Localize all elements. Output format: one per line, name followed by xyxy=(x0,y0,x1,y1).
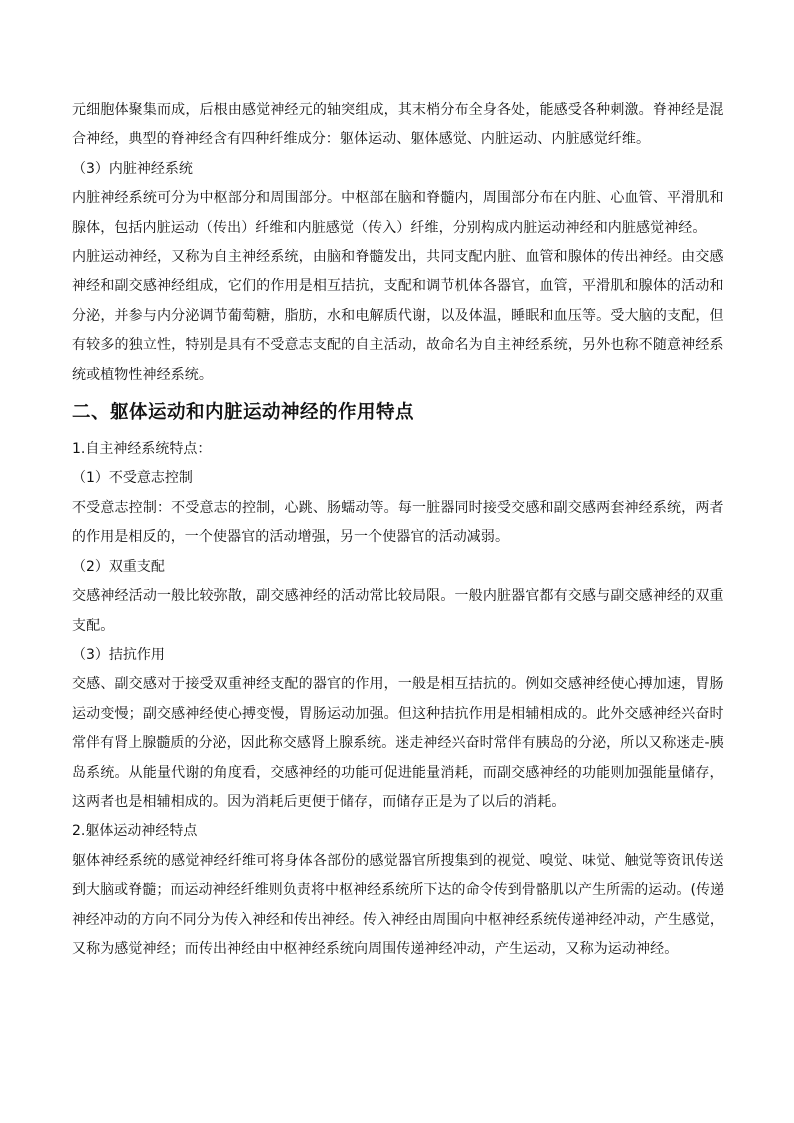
item-3-title: （3）拮抗作用 xyxy=(72,646,165,663)
intro-paragraph xyxy=(72,96,724,155)
item-2-paragraph xyxy=(72,582,724,641)
text-line: 的作用是相反的，一个使器官的活动增强，另一个使器官的活动减弱。 xyxy=(72,529,510,546)
section-3-title: （3）内脏神经系统 xyxy=(72,160,193,177)
text-line: 神经和副交感神经组成，它们的作用是相互拮抗，支配和调节机体各器官，血管，平滑肌和腺体的活动和 xyxy=(72,278,724,295)
text-line: 常伴有肾上腺髓质的分泌，因此称交感肾上腺系统。迷走神经兴奋时常伴有胰岛的分泌，所以又称迷走-胰 xyxy=(72,735,724,752)
visceral-paragraph-2 xyxy=(72,243,724,390)
text-line: 岛系统。从能量代谢的角度看，交感神经的功能可促进能量消耗，而副交感神经的功能则加强能量储存， xyxy=(72,764,724,781)
text-line: 分泌，并参与内分泌调节葡萄糖，脂肪，水和电解质代谢，以及体温，睡眠和血压等。受大脑的支配，但 xyxy=(72,307,724,324)
text-line: 支配。 xyxy=(72,617,115,634)
text-line: 这两者也是相辅相成的。因为消耗后更便于储存，而储存正是为了以后的消耗。 xyxy=(72,793,566,810)
text-line: 神经冲动的方向不同分为传入神经和传出神经。传入神经由周围向中枢神经系统传递神经冲动，产生感觉， xyxy=(72,911,724,928)
item-2-title: （2）双重支配 xyxy=(72,558,165,575)
text-line: 到大脑或脊髓；而运动神经纤维则负责将中枢神经系统所下达的命令传到骨骼肌以产生所需的运动。(传递 xyxy=(72,882,725,899)
text-line: 不受意志控制：不受意志的控制，心跳、肠蠕动等。每一脏器同时接受交感和副交感两套神经系统，两者 xyxy=(72,499,724,516)
autonomic-title: 1.自主神经系统特点： xyxy=(72,441,212,458)
text-line: 运动变慢；副交感神经使心搏变慢，胃肠运动加强。但这种拮抗作用是相辅相成的。此外交感神经兴奋时 xyxy=(72,705,724,722)
text-line: 合神经，典型的脊神经含有四种纤维成分：躯体运动、躯体感觉、内脏运动、内脏感觉纤维。 xyxy=(72,131,651,148)
text-line: 有较多的独立性，特别是具有不受意志支配的自主活动，故命名为自主神经系统，另外也称不随意神经系 xyxy=(72,337,724,354)
somatic-paragraph xyxy=(72,847,724,965)
text-line: 交感、副交感对于接受双重神经支配的器官的作用，一般是相互拮抗的。例如交感神经使心搏加速，胃肠 xyxy=(72,676,724,693)
text-line: 内脏神经系统可分为中枢部分和周围部分。中枢部在脑和脊髓内，周围部分布在内脏、心血管、平滑肌和 xyxy=(72,190,724,207)
text-line: 元细胞体聚集而成，后根由感觉神经元的轴突组成，其末梢分布全身各处，能感受各种刺激。脊神经是混 xyxy=(72,102,724,118)
visceral-paragraph-1 xyxy=(72,184,724,243)
text-line: 内脏运动神经，又称为自主神经系统，由脑和脊髓发出，共同支配内脏、血管和腺体的传出神经。由交感 xyxy=(72,249,724,266)
text-line: 交感神经活动一般比较弥散，副交感神经的活动常比较局限。一般内脏器官都有交感与副交感神经的双重 xyxy=(72,588,724,605)
text-line: 又称为感觉神经；而传出神经由中枢神经系统向周围传递神经冲动，产生运动，又称为运动神经。 xyxy=(72,940,679,957)
text-line: 腺体，包括内脏运动（传出）纤维和内脏感觉（传入）纤维，分别构成内脏运动神经和内脏感觉神经。 xyxy=(72,219,707,236)
section-heading: 二、躯体运动和内脏运动神经的作用特点 xyxy=(72,402,415,424)
item-3-paragraph xyxy=(72,670,724,817)
item-1-paragraph xyxy=(72,494,724,553)
item-1-title: （1）不受意志控制 xyxy=(72,470,193,487)
document-page xyxy=(72,96,724,964)
somatic-title: 2.躯体运动神经特点 xyxy=(72,823,198,840)
text-line: 躯体神经系统的感觉神经纤维可将身体各部份的感觉器官所搜集到的视觉、嗅觉、味觉、触觉等资讯传送 xyxy=(72,852,724,869)
text-line: 统或植物性神经系统。 xyxy=(72,366,213,383)
